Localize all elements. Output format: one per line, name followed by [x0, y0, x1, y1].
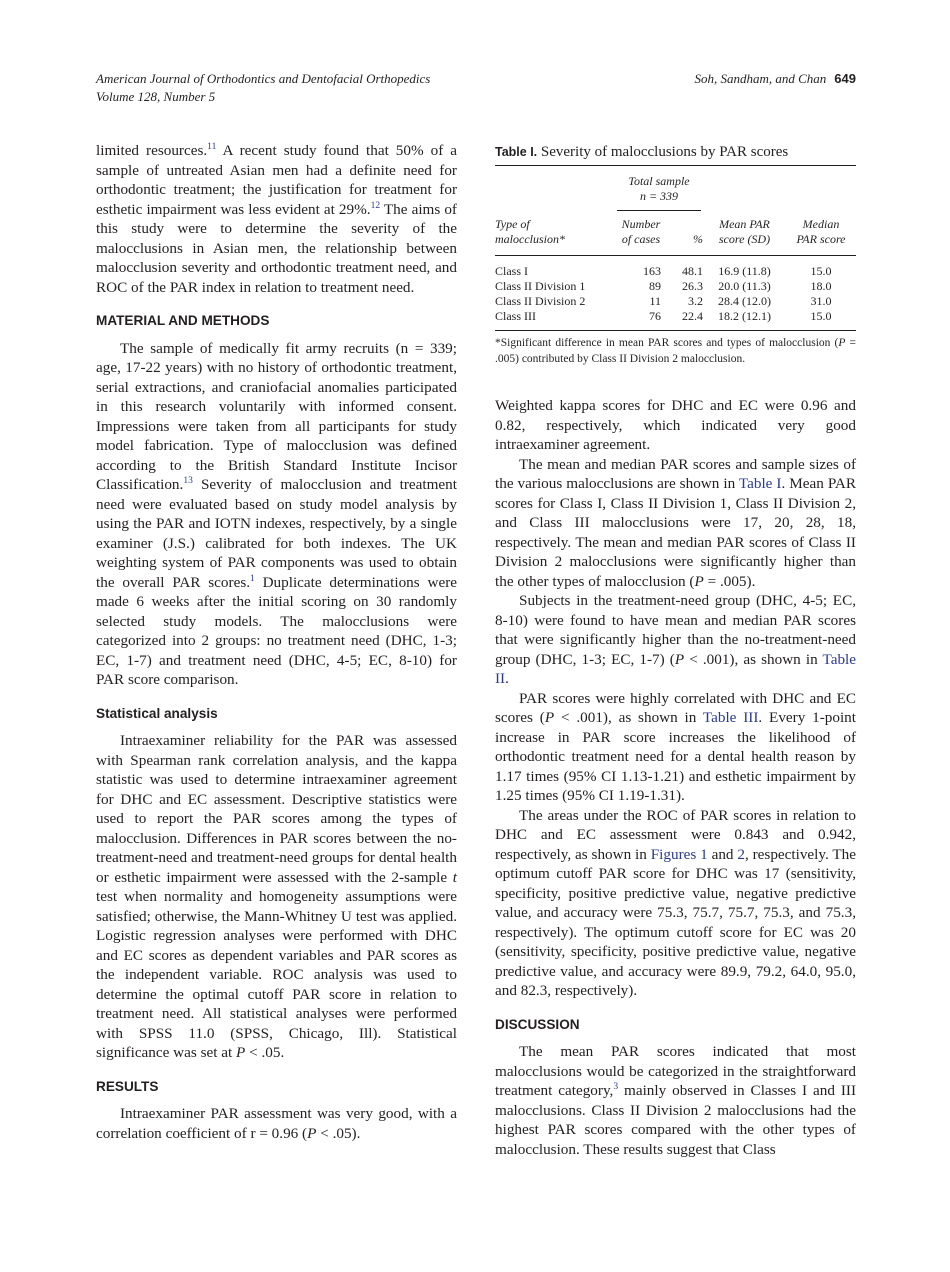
- table-row: Class II Division 1 89 26.3 20.0 (11.3) 18.0: [495, 279, 832, 293]
- paragraph: The areas under the ROC of PAR scores in relation to DHC and EC assessment were 0.843 and 0.942, respectively, as shown in Figures 1 and 2, respectively. The optimum cutoff PAR score for DHC was 17 (sensitivity, specificity, positive predictive value, negative predictive value, and accuracy were 75.3, 75.7, 75.7, 75.3, and 75.3, respectively). The optimum cutoff score for EC was 20 (sensitivity, specificity, positive predictive value, negative predictive value, and accuracy were 89.9, 79.2, 64.0, 95.0, and 82.3, respectively).: [495, 806, 856, 999]
- table-body: Total sample n = 339 Type of malocclusion* Number of cases % Mean PAR score (SD) Median PAR score Class I 163 48.1 16.9 (11.8) 15.0 Class II Division 1 89 26.3 20.0 (11.3) 18.0 Class II Division 2 11 3.2 28.4 (12.0) 31.0 Class III 76 22.4 18.2 (12.1) 15.0: [495, 165, 856, 331]
- paragraph: The mean PAR scores indicated that most malocclusions would be categorized in the straightforward treatment category,$^3$ mainly observed in Classes I and III malocclusions. Class II Division 2 malocclusions had the highest PAR scores compared with the other types of malocclusion. These results suggest that Class: [495, 1043, 857, 1158]
- paragraph: PAR scores were highly correlated with DHC and EC scores (P < .001), as shown in Table III. Every 1-point increase in PAR score increases the likelihood of orthodontic treatment need for a dental health reason by 1.17 times (95% CI 1.13-1.21) and esthetic impairment by 1.25 times (95% CI 1.19-1.31).: [495, 689, 856, 804]
- paragraph: The mean and median PAR scores and sample sizes of the various malocclusions are shown in Table I. Mean PAR scores for Class I, Class II Division 1, Class II Division 2, and Class III malocclusions were 17, 20, 28, 18, respectively. The mean and median PAR scores of Class II Division 2 malocclusions were significantly higher than the other types of malocclusion (P = .005).: [495, 455, 856, 590]
- section-heading-methods: MATERIAL AND METHODS: [96, 313, 270, 328]
- table-caption: [495, 141, 856, 163]
- column-header-type: Type of malocclusion*: [495, 217, 565, 246]
- section-heading-discussion: DISCUSSION: [495, 1016, 580, 1032]
- reference-link[interactable]: 1: [250, 573, 255, 584]
- journal-name: American Journal of Orthodontics and Dentofacial Orthopedics: [96, 71, 431, 86]
- left-column: [96, 141, 457, 1143]
- page-number: 649: [834, 71, 856, 86]
- table-label: Table I.: [495, 145, 538, 159]
- table-3-link[interactable]: Table III: [702, 709, 759, 726]
- right-column: [495, 396, 856, 1159]
- figure-2-link[interactable]: 2: [737, 845, 745, 863]
- paragraph: Intraexaminer reliability for the PAR was assessed with Spearman rank correlation analysis, and the kappa statistic was used to determine intraexaminer agreement for DHC and EC assessment. Descriptive statistics were used to report the PAR scores among the types of malocclusion. Differences in PAR scores between the no-treatment-need and treatment-need groups for dental health or esthetic impairment were assessed with the 2-sample t test when normality and homogeneity assumptions were satisfied; otherwise, the Mann-Whitney U test was applied. Logistic regression analyses were performed with DHC and EC scores as dependent variables and PAR scores as the independent variable. ROC analysis was used to determine the optimal cutoff PAR score in relation to treatment need. All statistical analyses were performed with SPSS 11.0 (SPSS, Chicago, Ill). Statistical significance was set at P < .05.: [96, 732, 457, 1061]
- table-row: Class III 76 22.4 18.2 (12.1) 15.0: [495, 309, 856, 331]
- paragraph: Subjects in the treatment-need group (DHC, 4-5; EC, 8-10) were found to have mean and median PAR scores that were significantly higher than the no-treatment-need group (DHC, 1-3; EC, 1-7) (P < .001), as shown in Table II.: [495, 592, 856, 687]
- section-heading-results: RESULTS: [96, 1078, 159, 1094]
- header-authors: Soh, Sandham, and Chan: [694, 71, 827, 86]
- table-1-link[interactable]: Table I: [738, 475, 782, 492]
- table-2-link[interactable]: Table II: [495, 650, 856, 687]
- reference-link[interactable]: 11: [207, 142, 217, 152]
- paragraph: The sample of medically fit army recruits (n = 339; age, 17-22 years) with no history of orthodontic treatment, serial extractions, and craniofacial anomalies participated in this research voluntarily with informed consent. Impressions were taken from all participants for study model fabrication. Type of malocclusion was defined according to the British Standard Institute Incisor Classification.$^{13}$ Severity of malocclusion and treatment need were evaluated based on study model analysis by using the PAR and IOTN indexes, respectively, by a single examiner (J.S.) calibrated for both indexes. The UK weighting system of PAR components was used to obtain the overall PAR scores.$^1$ Duplicate determinations were made 6 weeks after the initial scoring on 30 randomly selected study models. The malocclusions were categorized into 2 groups: no treatment need (DHC, 1-3; EC, 1-7) and treatment need (DHC, 4-5; EC, 8-10) for PAR score comparison.: [96, 339, 457, 688]
- reference-link[interactable]: 12: [370, 200, 381, 211]
- table-row: Class I 163 48.1 16.9 (11.8) 15.0: [495, 264, 832, 278]
- paragraph: Intraexaminer PAR assessment was very good, with a correlation coefficient of r = 0.96 (P < .05).: [96, 1105, 457, 1142]
- reference-link[interactable]: 3: [613, 1082, 619, 1092]
- figure-1-link[interactable]: Figures 1: [650, 845, 708, 863]
- paragraph: Weighted kappa scores for DHC and EC were 0.96 and 0.82, respectively, which indicated very good intraexaminer agreement.: [495, 397, 856, 453]
- column-header-median: Median PAR score: [796, 217, 846, 246]
- column-group-header: Total sample: [628, 174, 690, 188]
- table-title: Severity of malocclusions by PAR scores: [540, 144, 789, 160]
- column-header-mean: Mean PAR score (SD): [718, 217, 771, 246]
- journal-volume: Volume 128, Number 5: [96, 89, 216, 104]
- paragraph: limited resources.$^{11}$ A recent study found that 50% of a sample of untreated Asian men had a definite need for orthodontic treatment; the justification for treatment for esthetic impairment was less evident at 29%.$^{12}$ The aims of this study were to determine the severity of the malocclusions in Asian men, the relationship between malocclusion severity and orthodontic treatment need, and ROC of the PAR index in relation to treatment need.: [96, 142, 458, 296]
- column-header-number: Number of cases: [621, 217, 661, 246]
- running-header-left: [96, 70, 430, 106]
- table-row: Class II Division 2 11 3.2 28.4 (12.0) 31.0: [495, 294, 832, 308]
- table-footnote: *Significant difference in mean PAR scores and types of malocclusion (P = .005) contributed by Class II Division 2 malocclusion.: [495, 337, 856, 365]
- subsection-heading-statistics: Statistical analysis: [96, 705, 218, 721]
- running-header-right: [694, 70, 856, 88]
- reference-link[interactable]: 13: [183, 476, 193, 486]
- table-1: [495, 141, 856, 367]
- column-header-percent: %: [693, 232, 703, 246]
